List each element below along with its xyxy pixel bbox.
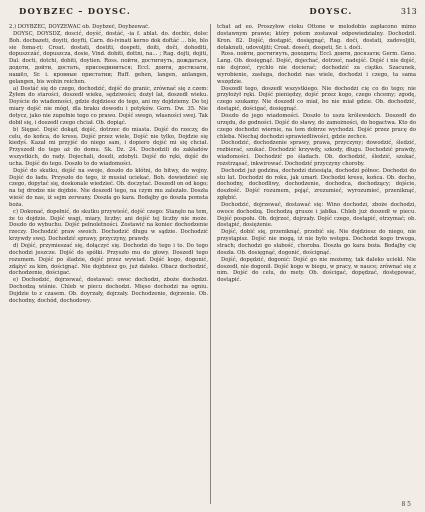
entry-paragraph: b) Sięgać. Dojść dokąd, dojść, dotrzec do miasta. Dojść do rzeczy, do celu, do końca, do kresu. Dojść przez wiele, Dojść nie tylko, Dojdzie się kiedyś. Kazał mi przyjść do niego sam, i dopiero dojść mi się chciał. Przyszedł do tego aż do domu. Sk. Dz. 24. Dochodzili do zakładów wszystkich, do rady. Dojechali, doszli, zdobyli. Dojść do ręki, dojść do ucha. Dojść do tego. Doszło to do wiadomości. — [9, 126, 208, 167]
entry-paragraph: Dochodzić, dochodzenie sprawy, prawa, przyczyny; dowodzić, śledzić, rozbierać, szukać. Dochodzić krzywdy, szkody, długu. Dochodzić prawdy, wiadomości. Dochodzić po śladach. Ob. dochodzić, śledzić, szukać, rozstrząsać, inkwirować. Dochodzić przyczyny choroby. — [217, 140, 416, 167]
two-column-body — [9, 24, 417, 504]
entry-paragraph: Dojść, dopędzić, dogonić: Dojść go nie możemy, tak daleko uciekł. Nie doszedł, nie dogonił. Dojść kogo w biegu, w pracy, w nauce; zrównać się z nim. Dojść do celu, do mety. Ob. dościgać, dopędzać, dostępować, dostąpić. — [217, 256, 416, 284]
entry-paragraph: Dojść do skutku, dojść na swoje, doszło do kłótni, do bitwy, do wojny. Dojść do ładu. Przyszło do tego, iż musiał uciekać. Boh. dowiedzieć się czego, dopytać się, doskonale wiedzieć. Ob. doczytać. Doszedł on od kogo; na tej drodze nie dojdzie. Nie doszedł tego, na czym mu zależało. Doszła wieść do nas, iż sejm zerwany. Doszła go kara. Bodajby go doszła pomsta boża. — [9, 167, 208, 208]
entry-paragraph: Doszło do jego wiadomości. Doszło to uszu królewskich. Doszedł do urzędu, do godności. Dojść do sławy, do zamożności, do bogactwa. Kto do czego dochodzi wiernie, na tem dobrze wychodzi. Dojść przez pracę do chleba. Niechaj dochodzi sprawiedliwości, gdzie zechce. — [217, 112, 416, 140]
entry-paragraph: Dochodzi już godzina, dochodzi dziesiąta, dochodzi północ. Dochodzi do stu lat. Dochodzi do roku, jak umarł. Dochodzi kresu, końca. Ob. docho, dochodny, dochodliwy, dochodzenie, dochodca, dochodzący; dojście, doszłość. Dojść rozumem, pojąć, zrozumieć, wyrozumieć, przeniknąć, zgłębić. — [217, 167, 416, 202]
entry-paragraph: Ross. пойти, достигнуть, доходить; Eccl. доити, досязати; Germ. Geno. Lang. Ob. dosięgnąć. Dojść, dojechać, dotrzeć, nadejść. Dojść i nie dojść, nie dojrzeć, rychło nie docierać; dochodzić za ciężko. Szacunek, wyrobienie, zasługa, dochodzi nas wiele, dochodzi i czego, ta sama wszędzie. — [217, 51, 416, 85]
running-header — [9, 6, 417, 20]
entry-paragraph: Dojść, dobić się, przeniknąć, przebić się. Nie dojdziesz do niego, nie przystąpisz. Dojść nie mogą, iż nie było wstępu. Dochodzi kogo trwoga, strach; dochodzi go słabość, choroba. Doszła go kara boża. Bodajby cię doszła. Ob. dosięgnąć, dogonić, doścignąć. — [217, 229, 416, 256]
right-running-title: DOYSC. — [309, 6, 353, 16]
right-column — [217, 24, 416, 504]
entry-paragraph: Dochodzić, dojrzewać, dostawać się: Wino dochodzi, zboże dochodzi, owoce dochodzą. Dochodzą grusze i jabłka. Chleb już doszedł w piecu. Dojść pospołu. Ob. dojrzeć, dojrzały. Dojść czego, dostąpić, otrzymać; ob. dostąpić, dosiężenie. — [217, 201, 416, 229]
left-column — [9, 24, 208, 504]
entry-paragraph: d) Dojść, przymieszać się, dołączyć się. Dochodzi do tego i to. Do tego dochodzi jeszcze. Dojść do spółki. Przyszło mu do głowy. Doszedł tego rozumem. Dojść po śladzie, dojść przez wywiad. Dojść kogo, dogonić, zdążyć za kim, doścignąć. Nie dojdziesz go, już daleko. Obacz dochodzić, dochodzenie, dościgać. — [9, 243, 208, 277]
signature-mark: 8 5 — [401, 501, 411, 508]
page-number: 313 — [400, 7, 417, 16]
entry-paragraph: 2.) DOYBZEC, DOYZEWAC ob. Doybzeč, Doybzewač. — [9, 24, 150, 30]
entry-paragraph: e) Dochodzić, dojrzewać, dostawać: owoc dochodzi, zboże dochodzi. Dochodzą wiśnie. Chleb w piecu dochodzi. Mięso dochodzi na ogniu. Dojdzie to z czasem. Ob. doyrzały, dojrzały. Dochodzenie, dojrzenie. Ob. dochodny, dochód, dochodowy. — [9, 277, 208, 304]
entry-paragraph: a) Dostáć się do czego, dochodzić, dojść do granic, zrównać się z czem: Żyłem do starości, doszedł wieku, sędziwości; dożył lat, doszedł wieku. Doyście do wiadomości, gdzie dojdziesz do tego, ani my dojdziemy. Do tej miary dojść nie mógł, dla braku dowodu i potyków. Gorn. Dw. 35. Nie dotycz, jako nie zupełnie tego co prawo. Dojść swego, własności swej. Tak dobił się, i doszedł czego chciał. Ob. dopiąć. — [9, 85, 208, 126]
entry-paragraph: c) Dokonać, dopełnić, do skutku przywieść, dojść czego: Stanęło na tem, że to dojdzie. Dojść wagi, miary, liczby; ani dojść tej liczby nie może. Doszło do wybuchu. Dojść pełnoletności. Zostawić na koniec dochodzenie rzeczy. Dochodzić praw swoich. Dochodzić długu w sądzie. Dochodzić krzywdy swej. Dochodzić sprawy, przyczyny, prawdy. — [9, 208, 208, 243]
entry-paragraph: Doszedł tego, doszedł wszystkiego. Nie dochodzi cię co do tego; nie przyłożył ręki. Dojść pieniędzy, dojść przez kogo, czego chcemy; zgodę, czego szukamy. Nie doszedł co miał, bo nie miał gdzie. Ob. dochodzić, dostąpić, dościgać, dosięgnąć. — [217, 85, 416, 113]
entry-paragraph: tchat ad eo. Proszyłow cioku Ottone w melodobio zapłacono mimo dostawnym prawie; który potem zostawał odpowiedzialny. Dochodził. Kron. 82. Dojść, dostąpić, dosięgnąć, Rag. doći, dostati, zadovoljiti, dotaknuti, udovoljiti; Croat. doseći, dospeti, Sr. i. doći. — [217, 24, 416, 51]
left-running-title: DOYBZEC – DOYSC. — [19, 6, 132, 16]
entry-paragraph: DOYSC, DOYSDZ, doscić, doyść, dostáć, -ia f. ablat. do. docbic, dolsc Boh. docbazeti, doyiti, doyfti, Carn. do-ivinati kerno dok doftáć ... ble, blo sie foma-ri; Croat. dostati, dostiti, dospeti, doiti, doči, dohoditi, dopuszczáć, dopuszcza, dosie, Vind. dobiti, dottni, na... ; Rag. dojti, dojiti, Dal. docti, dotchi, dobiti, doytien. Ross. пойти, достигнуть, дождаться, додоти, дойти, достать, присоединиться; Eccl. доити, достизати, нашёл, Sr. i. кровные пристатии; Ruff. gehen, langen, anlangen, gelangen, bis wohin reichen. — [9, 30, 208, 85]
